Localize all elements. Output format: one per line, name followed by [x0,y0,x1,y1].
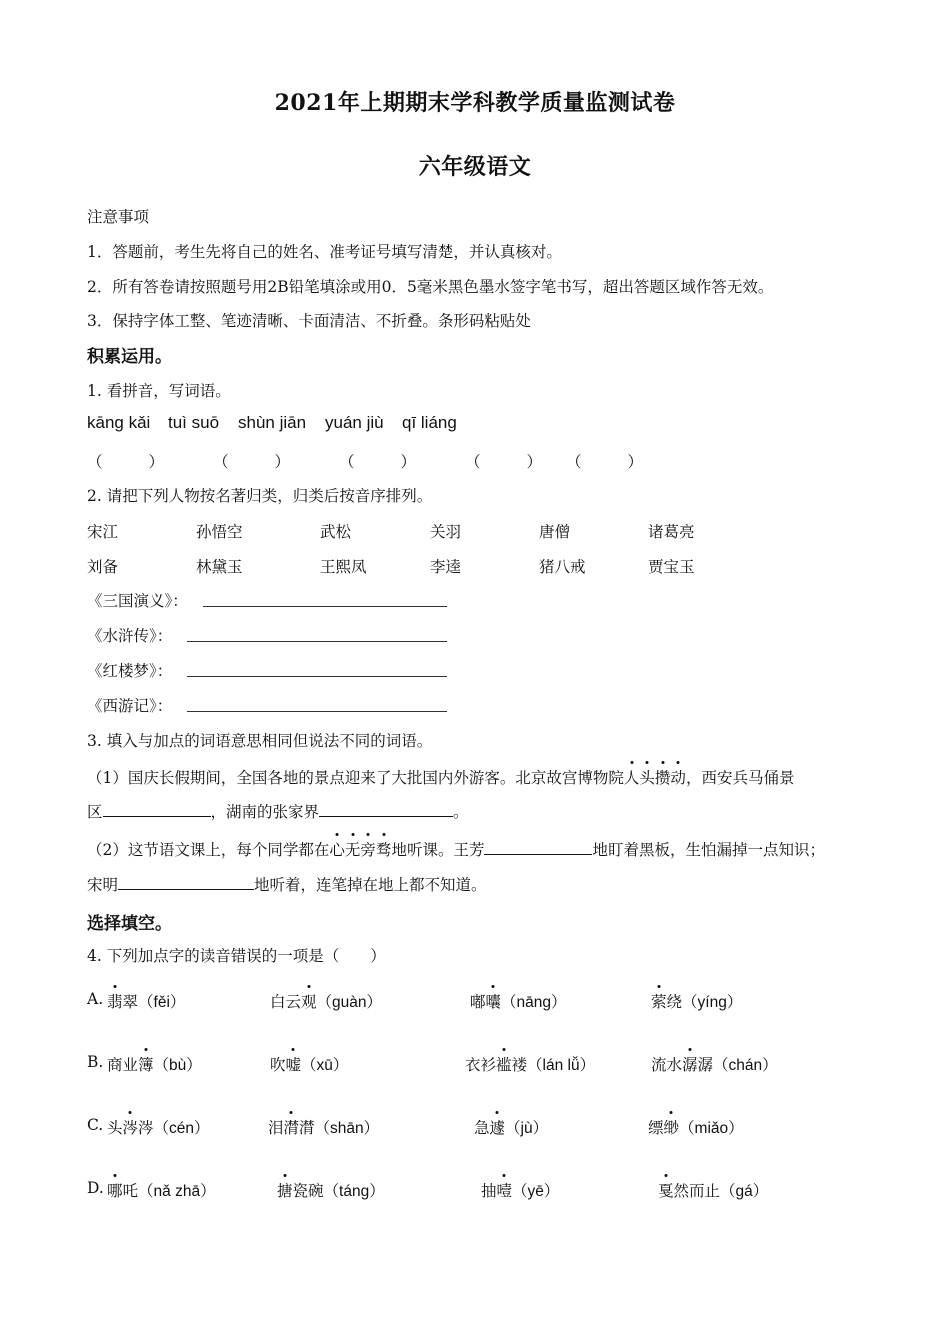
q1-answer-bracket-3[interactable]: （ ） [339,453,417,471]
q2-character: 刘备 [87,558,119,576]
q3-paragraph-1-line-2: 区 ，湖南的张家界 。 [87,803,469,821]
q1-answer-bracket-5[interactable]: （ ） [566,453,644,471]
q2-character: 宋江 [87,523,119,541]
question-3-text: 3. 填入与加点的词语意思相同但说法不同的词语。 [87,732,433,750]
q2-book-sanguo-label: 《三国演义》： [87,592,188,610]
q4-pinyin: （jù） [505,1120,549,1137]
q4-pinyin: （yíng） [682,994,743,1011]
q4-word-prefix: 急 [474,1119,490,1137]
q4-word-prefix: 头 [107,1119,123,1137]
q3-blank-3[interactable] [484,840,592,855]
q4-pinyin: （miǎo） [679,1120,744,1137]
q4-pinyin: （xū） [301,1057,349,1074]
q2-book-xiyou-answer-line[interactable] [187,711,447,712]
question-4-text: 4. 下列加点字的读音错误的一项是（ ） [87,947,386,965]
q2-book-xiyou-label: 《西游记》： [87,697,173,715]
q4-word-prefix: 缥 [648,1119,664,1137]
notice-heading: 注意事项 [87,208,150,226]
q4-pinyin: （nāng） [501,994,567,1011]
q4-option-item [107,1053,202,1075]
q4-dotted-char: 噎 [497,1179,513,1201]
q2-character: 关羽 [430,523,462,541]
q4-word-suffix: 瓷碗 [292,1182,324,1200]
exam-title: 2021年上期期末学科教学质量监测试卷 [274,90,676,116]
emphasis-dot-char: 骛 [376,838,392,860]
emphasis-dot-char: 动 [670,766,686,788]
q1-pinyin-1: kāng kǎi [87,413,151,432]
q4-word-suffix: 潺 [697,1056,714,1074]
q4-option-item [648,1116,744,1138]
q4-dotted-char: 嘘 [286,1053,302,1075]
q4-word-suffix: 然而止 [673,1182,721,1200]
q2-book-shuihu-label: 《水浒传》： [87,627,173,645]
q4-dotted-char: 遽 [490,1116,506,1138]
q4-dotted-char: 戛 [658,1179,674,1201]
q4-option-item [270,1053,348,1075]
q4-dotted-char: 潸 [284,1116,300,1138]
q2-character: 猪八戒 [539,558,586,576]
q4-pinyin: （chán） [713,1057,778,1074]
q4-option-item [470,990,567,1012]
emphasis-dot-char: 攒 [655,766,671,788]
q3-paragraph-2-line-1: （2）这节语文课上，每个同学都在心无旁骛地听课。王芳 地盯着黑板，生怕漏掉一点知识； [87,838,825,860]
q4-word-prefix: 白云 [270,993,302,1011]
q4-word-prefix: 流水 [651,1056,683,1074]
q4-word-suffix: 潸 [299,1119,315,1137]
q2-book-sanguo-answer-line[interactable] [203,606,447,607]
q1-answer-bracket-2[interactable]: （ ） [213,453,291,471]
q1-pinyin-3: shùn jiān [238,413,307,432]
q2-character: 武松 [320,523,352,541]
q4-pinyin: （guàn） [316,994,383,1011]
q4-option-item [481,1179,559,1201]
q1-pinyin-4: yuán jiù [325,413,384,432]
q4-word-prefix: 衣衫 [465,1056,497,1074]
q2-character: 王熙凤 [320,558,367,576]
q3-dotted-word-2 [329,841,391,859]
q2-character: 林黛玉 [196,558,243,576]
q4-word-suffix: 绕 [666,993,683,1011]
q2-character: 孙悟空 [196,523,243,541]
question-1-text: 1. 看拼音，写词语。 [87,382,231,400]
q2-character: 唐僧 [539,523,571,541]
question-2-text: 2. 请把下列人物按名著归类，归类后按音序排列。 [87,487,433,505]
q1-answer-bracket-4[interactable]: （ ） [465,453,543,471]
q3-paragraph-1-line-1: （1）国庆长假期间，全国各地的景点迎来了大批国内外游客。北京故宫博物院人头攒动，西安兵马俑景 [87,766,794,788]
q4-option-label[interactable]: D. [87,1179,104,1197]
emphasis-dot-char: 旁 [360,838,376,860]
q4-dotted-char: 囔 [486,990,502,1012]
q4-dotted-char: 潺 [682,1053,698,1075]
q4-option-label[interactable]: C. [87,1116,104,1134]
emphasis-dot-char: 人 [624,766,640,788]
q4-dotted-char: 缈 [664,1116,680,1138]
q4-pinyin: （fěi） [138,994,186,1011]
notice-item-3: 3．保持字体工整、笔迹清晰、卡面清洁、不折叠。条形码粘贴处 [87,312,531,330]
q4-option-item [277,1179,385,1201]
q4-dotted-char: 簿 [138,1053,154,1075]
q3-blank-2[interactable] [319,802,453,817]
q4-pinyin: （bù） [153,1057,202,1074]
q1-pinyin-2: tuì suō [168,413,220,432]
q4-pinyin: （shān） [314,1120,380,1137]
q4-pinyin: （lán lǚ） [527,1057,596,1074]
emphasis-dot-char: 心 [329,838,345,860]
q3-paragraph-2-line-2: 宋明 地听着，连笔掉在地上都不知道。 [87,876,487,894]
notice-item-2: 2．所有答卷请按照题号用2B铅笔填涂或用0．5毫米黑色墨水签字笔书写，超出答题区域作答无效。 [87,278,774,296]
q4-option-label[interactable]: B. [87,1053,104,1071]
q4-option-item [651,990,742,1012]
q4-pinyin: （cén） [153,1120,210,1137]
q4-dotted-char: 搪 [277,1179,293,1201]
q4-dotted-char: 褴 [496,1053,512,1075]
q2-character: 贾宝玉 [648,558,695,576]
q2-character: 李逵 [430,558,462,576]
q4-word-prefix: 商业 [107,1056,139,1074]
q3-dotted-word-1 [624,769,686,787]
q4-word-suffix: 吒 [122,1182,139,1200]
q4-word-suffix: 翠 [122,993,139,1011]
q2-book-honglou-label: 《红楼梦》： [87,662,173,680]
q3-blank-4[interactable] [118,875,254,890]
q4-dotted-char: 翡 [107,990,123,1012]
exam-subtitle: 六年级语文 [418,154,532,180]
q4-option-label[interactable]: A. [87,990,104,1008]
q3-blank-1[interactable] [103,802,211,817]
q4-word-prefix: 嘟 [470,993,486,1011]
q4-option-item [107,1116,210,1138]
section-heading-choice: 选择填空。 [87,914,172,934]
q4-word-suffix: 褛 [511,1056,528,1074]
q4-word-prefix: 吹 [270,1056,286,1074]
q4-option-item [268,1116,379,1138]
q4-dotted-char: 萦 [651,990,667,1012]
q4-option-item [474,1116,548,1138]
q4-option-item [107,990,185,1012]
q1-answer-bracket-1[interactable]: （ ） [87,453,165,471]
q4-word-suffix: 涔 [138,1119,154,1137]
q4-option-item [107,1179,216,1201]
q4-option-item [270,990,382,1012]
q4-word-prefix: 泪 [268,1119,284,1137]
q4-pinyin: （nǎ zhā） [138,1183,216,1200]
q2-book-shuihu-answer-line[interactable] [187,641,447,642]
q4-pinyin: （gá） [720,1183,769,1200]
q1-pinyin-5: qī liáng [402,413,457,432]
q4-dotted-char: 观 [301,990,317,1012]
emphasis-dot-char: 头 [639,766,655,788]
notice-item-1: 1．答题前，考生先将自己的姓名、准考证号填写清楚，并认真核对。 [87,243,562,261]
q4-dotted-char: 哪 [107,1179,123,1201]
q4-word-prefix: 抽 [481,1182,497,1200]
q4-dotted-char: 涔 [123,1116,139,1138]
emphasis-dot-char: 无 [345,838,361,860]
q4-option-item [651,1053,778,1075]
q2-character: 诸葛亮 [648,523,695,541]
section-heading-accumulation: 积累运用。 [87,347,172,367]
q4-pinyin: （yē） [512,1183,560,1200]
q2-book-honglou-answer-line[interactable] [187,676,447,677]
q4-option-item [465,1053,595,1075]
q4-option-item [658,1179,768,1201]
q4-pinyin: （táng） [323,1183,385,1200]
